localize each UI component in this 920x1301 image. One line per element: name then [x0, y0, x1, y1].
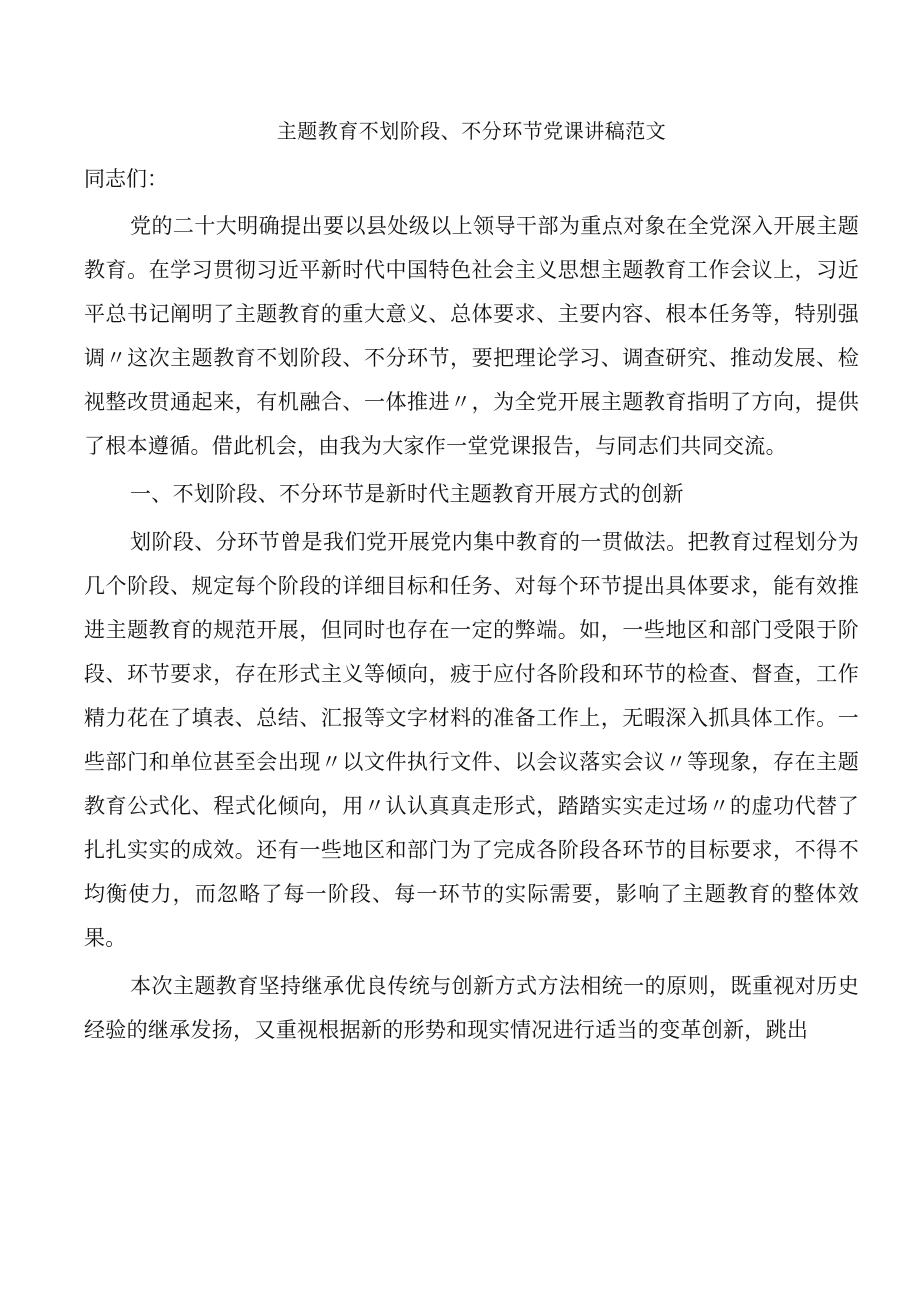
section-1-paragraph-2: 本次主题教育坚持继承优良传统与创新方式方法相统一的原则，既重视对历史经验的继承发扬，又重视根据新的形势和现实情况进行适当的变革创新，跳出	[84, 974, 859, 1042]
intro-paragraph: 党的二十大明确提出要以县处级以上领导干部为重点对象在全党深入开展主题教育。在学习贯彻习近平新时代中国特色社会主义思想主题教育工作会议上，习近平总书记阐明了主题教育的重大意义、总体要求、主要内容、根本任务等，特别强调〃这次主题教育不划阶段、不分环节，要把理论学习、调查研究、推动发展、检视整改贯通起来，有机融合、一体推进〃，为全党开展主题教育指明了方向，提供了根本遵循。借此机会，由我为大家作一堂党课报告，与同志们共同交流。	[84, 214, 859, 458]
document-title: 主题教育不划阶段、不分环节党课讲稿范文	[276, 119, 667, 143]
salutation: 同志们：	[84, 167, 168, 191]
section-1-heading: 一、不划阶段、不分环节是新时代主题教育开展方式的创新	[130, 482, 684, 506]
document-body	[84, 116, 859, 1056]
section-1-paragraph-1: 划阶段、分环节曾是我们党开展党内集中教育的一贯做法。把教育过程划分为几个阶段、规定每个阶段的详细目标和任务、对每个环节提出具体要求，能有效推进主题教育的规范开展，但同时也存在一定的弊端。如，一些地区和部门受限于阶段、环节要求，存在形式主义等倾向，疲于应付各阶段和环节的检查、督查，工作精力花在了填表、总结、汇报等文字材料的准备工作上，无暇深入抓具体工作。一些部门和单位甚至会出现〃以文件执行文件、以会议落实会议〃等现象，存在主题教育公式化、程式化倾向，用〃认认真真走形式，踏踏实实走过场〃的虚功代替了扎扎实实的成效。还有一些地区和部门为了完成各阶段各环节的目标要求，不得不均衡使力，而忽略了每一阶段、每一环节的实际需要，影响了主题教育的整体效果。	[84, 530, 859, 950]
